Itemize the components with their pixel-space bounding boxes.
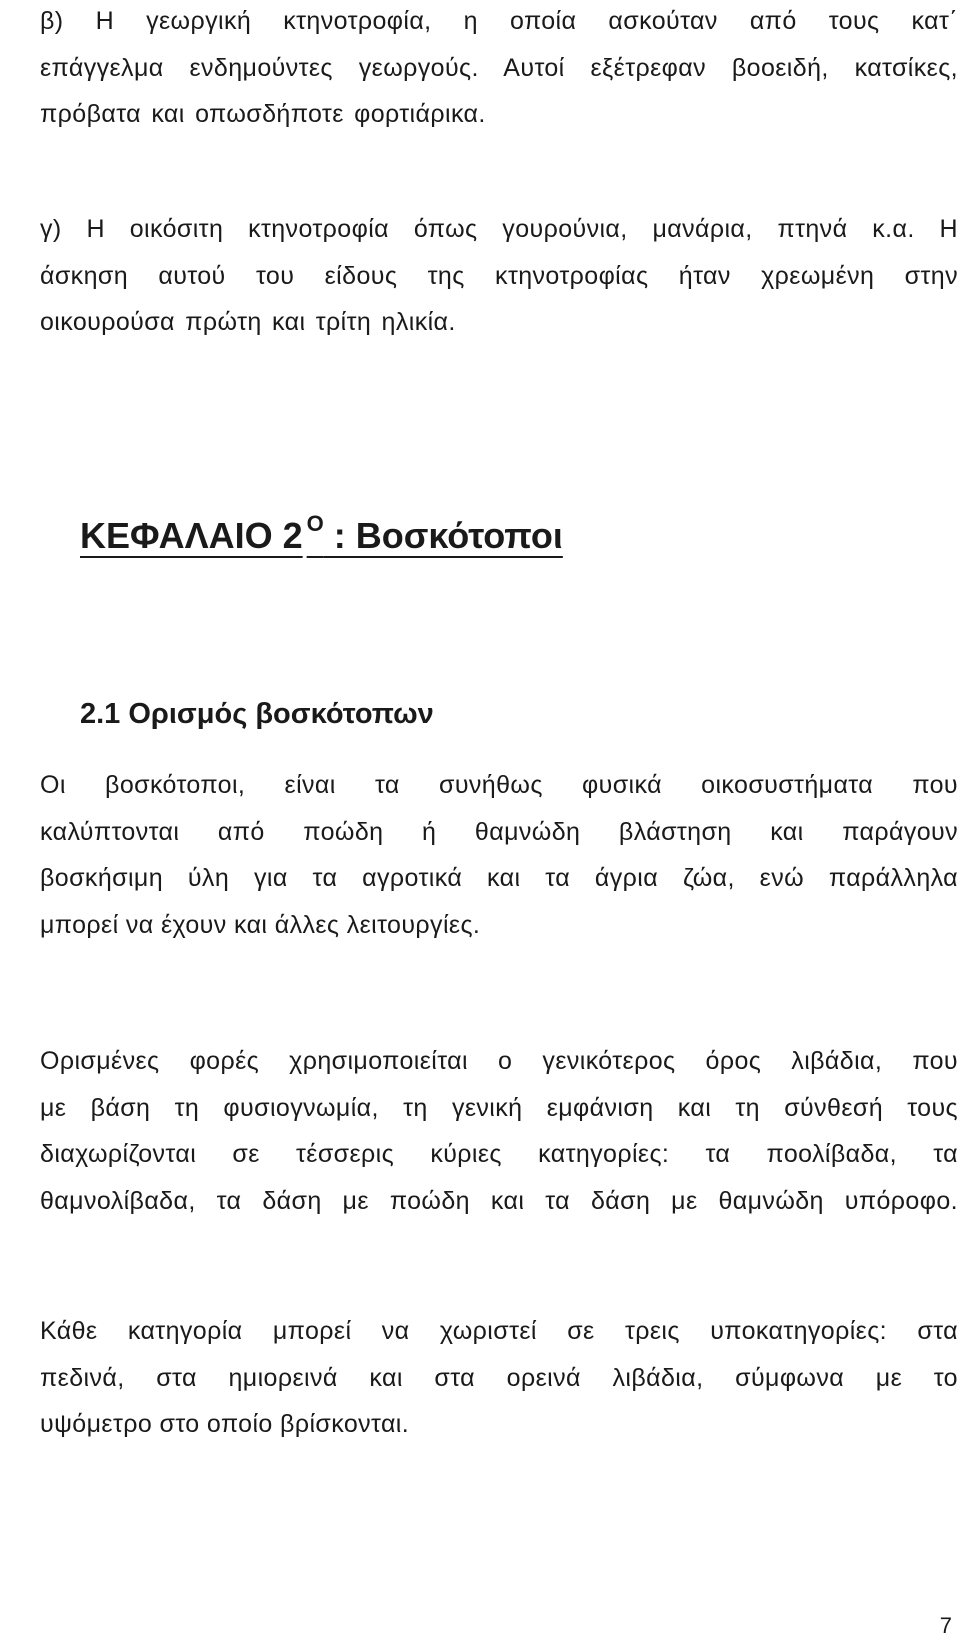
chapter-superscript: Ο: [306, 511, 324, 536]
text-line: θαμνολίβαδα, τα δάση με ποώδη και τα δάση με θαμνώδη υπόροφο.: [40, 1186, 958, 1215]
text-line: οικουρούσα πρώτη και τρίτη ηλικία.: [40, 308, 456, 336]
page-number: 7: [939, 1613, 952, 1638]
paragraph-subcategories: [40, 1308, 958, 1448]
text-line: υψόμετρο στο οποίο βρίσκονται.: [40, 1410, 410, 1438]
section-heading: 2.1 Ορισμός βοσκότοπων: [80, 698, 434, 730]
chapter-heading: [80, 513, 563, 559]
text-line: διαχωρίζονται σε τέσσερις κύριες κατηγορίες: τα ποολίβαδα, τα: [40, 1140, 958, 1168]
text-line: β) Η γεωργική κτηνοτροφία, η οποία ασκούταν από τους κατ΄: [40, 7, 958, 35]
text-line: Ορισμένες φορές χρησιμοποιείται ο γενικότερος όρος λιβάδια, που: [40, 1047, 958, 1075]
text-line: μπορεί να έχουν και άλλες λειτουργίες.: [40, 910, 481, 939]
text-line: πεδινά, στα ημιορεινά και στα ορεινά λιβάδια, σύμφωνα με το: [40, 1363, 958, 1392]
paragraph-item-b: [40, 0, 958, 138]
text-line: με βάση τη φυσιογνωμία, τη γενική εμφάνιση και τη σύνθεσή τους: [40, 1093, 958, 1122]
text-line: πρόβατα και οπωσδήποτε φορτιάρικα.: [40, 100, 486, 128]
chapter-title: : Βοσκότοποι: [323, 515, 563, 556]
text-line: επάγγελμα ενδημούντες γεωργούς. Αυτοί εξέτρεφαν βοοειδή, κατσίκες,: [40, 53, 958, 82]
paragraph-item-c: [40, 206, 958, 346]
paragraph-definition: [40, 762, 958, 948]
text-line: γ) Η οικόσιτη κτηνοτροφία όπως γουρούνια, μανάρια, πτηνά κ.α. Η: [40, 215, 958, 243]
text-line: Κάθε κατηγορία μπορεί να χωριστεί σε τρεις υποκατηγορίες: στα: [40, 1317, 958, 1345]
text-line: Οι βοσκότοποι, είναι τα συνήθως φυσικά οικοσυστήματα που: [40, 771, 958, 799]
text-line: βοσκήσιμη ύλη για τα αγροτικά και τα άγρια ζώα, ενώ παράλληλα: [40, 864, 958, 892]
paragraph-categories: [40, 1038, 958, 1224]
chapter-prefix: ΚΕΦΑΛΑΙΟ 2: [80, 515, 303, 556]
text-line: άσκηση αυτού του είδους της κτηνοτροφίας ήταν χρεωμένη στην: [40, 261, 958, 290]
text-line: καλύπτονται από ποώδη ή θαμνώδη βλάστηση και παράγουν: [40, 817, 958, 846]
